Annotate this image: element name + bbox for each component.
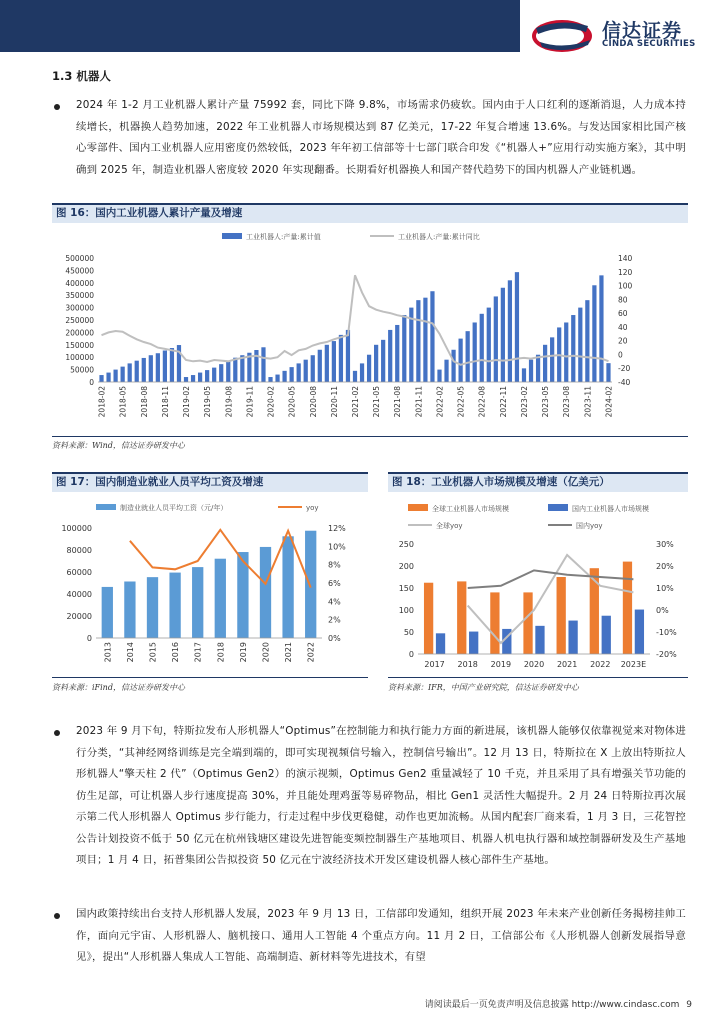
y-right-tick-label: 0%	[328, 634, 341, 643]
y-right-tick-label: -10%	[656, 628, 677, 637]
bar	[192, 567, 203, 638]
y-right-tick-label: 100	[618, 281, 633, 291]
y-right-tick-label: 10%	[656, 584, 674, 593]
x-tick-label: 2021-08	[393, 386, 403, 418]
x-tick-label: 2018-08	[139, 386, 149, 418]
bar	[436, 633, 445, 654]
bar	[473, 322, 477, 382]
bar	[149, 355, 153, 382]
fig18-title: 图 18：工业机器人市场规模及增速（亿美元）	[392, 476, 610, 488]
logo-chinese: 信达证券	[602, 20, 683, 42]
y-left-tick-label: 80000	[66, 546, 92, 555]
bar	[360, 363, 364, 382]
bar	[599, 275, 603, 382]
bar	[169, 573, 180, 638]
x-tick-label: 2017	[193, 642, 203, 663]
x-tick-label: 2020	[261, 642, 271, 663]
bar	[212, 368, 216, 382]
legend-swatch	[222, 233, 242, 239]
bullet-icon	[54, 730, 60, 736]
y-left-tick-label: 0	[89, 378, 94, 387]
bar	[147, 577, 158, 638]
bar	[602, 616, 611, 654]
y-left-tick-label: 100	[398, 606, 414, 615]
bar	[487, 308, 491, 382]
y-right-tick-label: 4%	[328, 597, 341, 607]
bar	[304, 360, 308, 382]
fig17-title: 图 17：国内制造业就业人员平均工资及增速	[56, 476, 264, 488]
bar	[305, 531, 316, 638]
bar	[395, 325, 399, 382]
bar	[233, 358, 237, 382]
x-tick-label: 2017	[424, 660, 445, 669]
y-left-tick-label: 50	[403, 628, 414, 637]
x-tick-label: 2020	[523, 660, 545, 669]
x-tick-label: 2023-05	[541, 386, 551, 418]
x-tick-label: 2022-08	[477, 386, 487, 418]
bar	[191, 375, 195, 382]
bar	[444, 360, 448, 382]
x-tick-label: 2021	[284, 642, 294, 663]
x-tick-label: 2021-05	[372, 386, 382, 418]
bar	[529, 360, 533, 382]
bar	[635, 610, 644, 654]
bar	[515, 272, 519, 382]
y-left-tick-label: 0	[86, 634, 92, 643]
x-tick-label: 2023-02	[519, 386, 529, 418]
bar	[424, 583, 433, 654]
bar	[522, 368, 526, 382]
bar	[99, 375, 103, 382]
footer-disclaimer: 请阅读最后一页免责声明及信息披露 http://www.cindasc.com	[424, 1000, 680, 1010]
x-tick-label: 2022-11	[498, 386, 508, 418]
x-tick-label: 2024-02	[604, 386, 614, 418]
bar	[466, 331, 470, 382]
y-right-tick-label: 20%	[656, 562, 674, 571]
y-left-tick-label: 100000	[61, 524, 92, 533]
y-left-tick-label: 500000	[65, 254, 94, 263]
fig16-title: 图 16：国内工业机器人累计产量及增速	[56, 207, 243, 219]
bar	[557, 577, 566, 654]
fig16-source: 资料来源：Wind，信达证券研发中心	[52, 441, 185, 450]
bar	[102, 587, 113, 638]
paragraph-2: 2023 年 9 月下旬，特斯拉发布人形机器人“Optimus”在控制能力和执行能力方面的新进展，该机器人能够仅依靠视觉来对物体进行分类，“其神经网络训练是完全端到端的，即可实现视频信号输入，控制信号输出”。12 月 13 日，特斯拉在 X 上放出特斯拉人形机器人“擎天柱 2 代”（Optimus Gen2）的演示视频，Optimus Gen2 重量减轻了 10 千克，并且采用了具有增强关节功能的仿生足部，可让机器人步行速度提高 30%，并且能处理鸡蛋等易碎物品，相比 Gen1 灵活性大幅提升。2 月 24 日特斯拉再次展示第二代人形机器人 Optimus 步行能力，行走过程中步伐更稳健，动作也更加流畅。从国内配套厂商来看，1 月 3 日，三花智控公告计划投资不低于 50 亿元在杭州钱塘区建设先进智能变频控制器生产基地项目、机器人机电执行器和域控制器研发及生产基地项目；1 月 4 日，拓普集团公告拟投资 50 亿元在宁波经济技术开发区建设机器人核心部件生产基地。	[76, 725, 686, 866]
y-right-tick-label: 30%	[656, 540, 674, 549]
x-tick-label: 2020-11	[329, 386, 339, 418]
x-tick-label: 2023-08	[562, 386, 572, 418]
bar	[568, 621, 577, 654]
bar	[205, 370, 209, 382]
bar	[423, 298, 427, 382]
x-tick-label: 2018-02	[97, 386, 107, 418]
y-left-tick-label: 200	[398, 562, 414, 571]
x-tick-label: 2018-05	[118, 386, 128, 418]
fig18-bottom-rule	[388, 677, 688, 678]
bar	[623, 562, 632, 654]
paragraph-3: 国内政策持续出台支持人形机器人发展，2023 年 9 月 13 日，工信部印发通知，组织开展 2023 年未来产业创新任务揭榜挂帅工作，面向元宇宙、人形机器人、脑机接口、通用人工智能 4 个重点方向。11 月 2 日，工信部公布《人形机器人创新发展指导意见》，提出“人形机器人集成人工智能、高端制造、新材料等先进技术，有望	[76, 908, 686, 963]
bar	[388, 330, 392, 382]
bar	[261, 347, 265, 382]
footer	[425, 997, 692, 1010]
bar	[297, 363, 301, 382]
bar	[571, 315, 575, 382]
y-right-tick-label: 8%	[328, 560, 341, 570]
x-tick-label: 2021-02	[351, 386, 360, 418]
bar	[353, 371, 357, 382]
bar	[198, 373, 202, 382]
bar	[142, 358, 146, 382]
y-right-tick-label: 12%	[328, 524, 346, 533]
x-tick-label: 2016	[171, 642, 181, 663]
fig16-chart	[52, 224, 688, 436]
bar	[332, 341, 336, 382]
x-tick-label: 2022	[306, 642, 316, 663]
bar	[318, 350, 322, 382]
bar	[374, 345, 378, 382]
bullet-icon	[54, 104, 60, 110]
fig18-chart	[388, 494, 688, 676]
fig18-source: 资料来源：IFR，中国产业研究院，信达证券研发中心	[388, 683, 579, 692]
bar	[508, 280, 512, 382]
bar	[268, 377, 272, 382]
y-right-tick-label: 2%	[328, 615, 341, 625]
bar	[170, 348, 174, 382]
logo-english: CINDA SECURITIES	[602, 39, 696, 49]
x-tick-label: 2020-02	[266, 386, 276, 418]
y-right-tick-label: 0	[618, 350, 623, 360]
y-left-tick-label: 450000	[65, 266, 94, 276]
y-left-tick-label: 20000	[66, 612, 92, 621]
x-tick-label: 2019-08	[224, 386, 234, 418]
x-tick-label: 2023E	[620, 660, 647, 669]
bar	[106, 373, 110, 382]
bar	[578, 308, 582, 382]
bar	[215, 559, 226, 638]
bar	[156, 353, 160, 382]
bar	[367, 355, 371, 382]
bar	[282, 536, 293, 638]
x-tick-label: 2021	[556, 660, 578, 669]
series-line	[468, 570, 634, 588]
y-right-tick-label: 20	[618, 336, 628, 346]
bar	[469, 632, 478, 654]
y-right-tick-label: 120	[618, 267, 633, 277]
y-right-tick-label: 60	[618, 309, 628, 319]
bar	[402, 315, 406, 382]
legend-swatch	[408, 504, 428, 511]
bar	[346, 330, 350, 382]
bar	[523, 592, 532, 654]
bar	[501, 288, 505, 382]
x-tick-label: 2018	[457, 660, 478, 669]
x-tick-label: 2022-02	[435, 386, 445, 418]
legend-swatch	[96, 504, 116, 510]
x-tick-label: 2018-11	[160, 386, 170, 418]
legend-label: 国内工业机器人市场规模	[572, 505, 649, 513]
x-tick-label: 2022-05	[456, 386, 466, 418]
bullet-icon	[54, 913, 60, 919]
bar	[113, 370, 117, 382]
y-right-tick-label: 40	[618, 322, 628, 332]
bar	[260, 547, 271, 638]
bar	[592, 285, 596, 382]
x-tick-label: 2019	[490, 660, 512, 669]
bar	[124, 581, 135, 638]
y-left-tick-label: 100000	[65, 353, 94, 363]
y-left-tick-label: 50000	[70, 365, 94, 375]
y-left-tick-label: 40000	[66, 590, 92, 599]
legend-label: yoy	[306, 504, 319, 512]
bar	[339, 335, 343, 382]
bar	[325, 345, 329, 382]
y-left-tick-label: 250	[398, 540, 414, 549]
x-tick-label: 2023-11	[583, 386, 593, 418]
paragraph-1: 2024 年 1-2 月工业机器人累计产量 75992 套，同比下降 9.8%，市场需求仍疲软。国内由于人口红利的逐渐消退，人力成本持续增长，机器换人趋势加速，2022 年工业机器人市场规模达到 87 亿美元，17-22 年复合增速 13.6%。与发达国家相比国产核心零部件、国内工业机器人应用密度仍然较低，2023 年年初工信部等十七部门联合印发《“机器人+”应用行动实施方案》，其中明确到 2025 年，制造业机器人密度较 2020 年实现翻番。长期看好机器换人和国产替代趋势下的国内机器人产业链机遇。	[76, 99, 686, 176]
header-bar	[0, 0, 520, 52]
legend-label: 国内yoy	[576, 522, 603, 530]
page-number: 9	[686, 1000, 692, 1010]
y-right-tick-label: 10%	[328, 542, 346, 552]
bar	[121, 367, 125, 382]
bar	[543, 345, 547, 382]
section-title: 1.3 机器人	[52, 69, 111, 83]
bar	[282, 371, 286, 382]
y-left-tick-label: 0	[408, 650, 414, 659]
legend-label: 全球yoy	[436, 522, 463, 530]
x-tick-label: 2019	[238, 642, 248, 663]
x-tick-label: 2018	[216, 642, 226, 663]
bar	[550, 337, 554, 382]
x-tick-label: 2021-11	[414, 386, 424, 418]
x-tick-label: 2020-08	[308, 386, 318, 418]
x-tick-label: 2014	[125, 642, 135, 663]
fig17-source: 资料来源：iFind，信达证券研发中心	[52, 683, 185, 692]
bar	[226, 361, 230, 382]
bar	[457, 581, 466, 654]
x-tick-label: 2013	[103, 642, 113, 663]
bar	[311, 355, 315, 382]
bar	[564, 322, 568, 382]
series-line	[102, 275, 609, 365]
legend-label: 工业机器人:产量:累计同比	[398, 233, 480, 241]
y-left-tick-label: 60000	[66, 568, 92, 577]
bar	[430, 291, 434, 382]
y-right-tick-label: -20	[618, 364, 631, 374]
bar	[240, 355, 244, 382]
bar	[275, 375, 279, 382]
x-tick-label: 2019-11	[245, 386, 255, 418]
bar	[480, 314, 484, 382]
bar	[606, 363, 610, 382]
bar	[494, 296, 498, 382]
x-tick-label: 2020-05	[287, 386, 297, 418]
y-right-tick-label: -20%	[656, 650, 677, 659]
y-left-tick-label: 150000	[65, 340, 94, 350]
y-right-tick-label: 80	[618, 295, 628, 305]
y-left-tick-label: 400000	[65, 278, 94, 288]
bar	[585, 300, 589, 382]
y-right-tick-label: 0%	[656, 606, 669, 615]
y-left-tick-label: 250000	[65, 316, 94, 325]
bar	[459, 339, 463, 382]
bar	[535, 626, 544, 654]
bar	[451, 350, 455, 382]
y-left-tick-label: 350000	[65, 291, 94, 301]
bar	[163, 351, 167, 382]
legend-swatch	[548, 504, 568, 511]
bar	[490, 592, 499, 654]
bar	[381, 340, 385, 382]
y-right-tick-label: 140	[618, 254, 633, 263]
bar	[290, 367, 294, 382]
bar	[128, 363, 132, 382]
bar	[219, 364, 223, 382]
y-left-tick-label: 200000	[65, 328, 94, 338]
fig17-bottom-rule	[52, 677, 368, 678]
x-tick-label: 2015	[148, 642, 158, 663]
y-left-tick-label: 150	[398, 584, 414, 593]
bar	[437, 370, 441, 382]
fig17-chart	[52, 494, 368, 676]
cinda-logo	[530, 14, 720, 58]
y-right-tick-label: 6%	[328, 579, 341, 588]
legend-label: 制造业就业人员平均工资（元/年）	[120, 504, 228, 512]
x-tick-label: 2019-02	[182, 386, 192, 418]
legend-label: 全球工业机器人市场规模	[432, 505, 509, 513]
legend-label: 工业机器人:产量:累计值	[246, 233, 321, 241]
logo-mark-icon	[530, 14, 600, 54]
bar	[416, 300, 420, 382]
y-left-tick-label: 300000	[65, 303, 94, 313]
x-tick-label: 2019-05	[203, 386, 213, 418]
y-right-tick-label: -40	[618, 378, 631, 387]
fig16-bottom-rule	[52, 436, 688, 437]
bar	[135, 361, 139, 382]
bar	[536, 355, 540, 382]
x-tick-label: 2022	[590, 660, 611, 669]
bar	[184, 377, 188, 382]
